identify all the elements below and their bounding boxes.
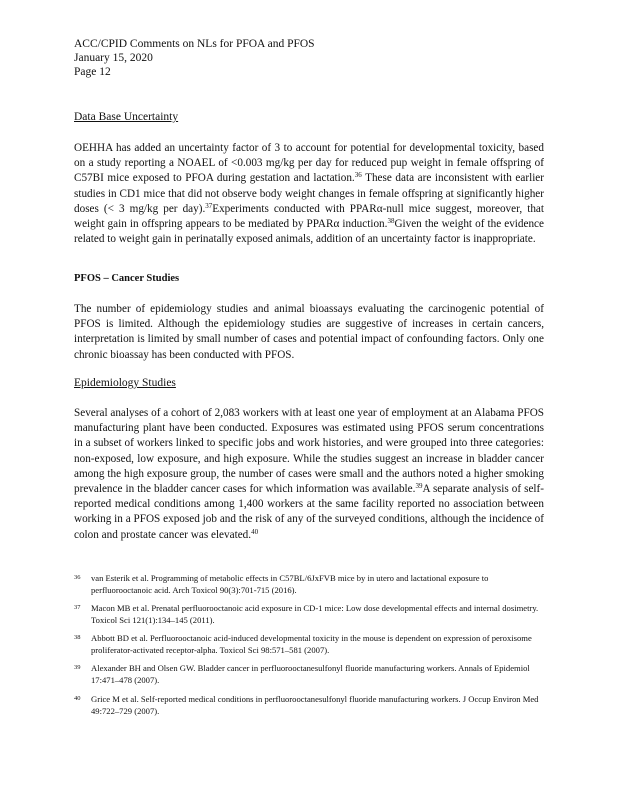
footnote-number: 36 bbox=[74, 574, 81, 581]
paragraph-text: OEHHA has added an uncertainty factor of 3 to account for potential for developmental toxicity, based on a study reporting a NOAEL of <0.003 mg/kg per day for reduced pup weight in female offspring of C57BI mice exposed to PFOA during gestation and lactation. bbox=[74, 142, 544, 185]
footnote-number: 39 bbox=[74, 664, 81, 671]
footnote-text: Abbott BD et al. Perfluorooctanoic acid-induced developmental toxicity in the mouse is dependent on expression of peroxisome proliferator-activated receptor-alpha. Toxicol Sci 98:571–581 (2007). bbox=[91, 633, 532, 655]
footnote-text: van Esterik et al. Programming of metabolic effects in C57BL/6JxFVB mice by in utero and lactational exposure to perfluorooctanoic acid. Arch Toxicol 90(3):701-715 (2016). bbox=[91, 573, 489, 595]
footnote-36 bbox=[74, 572, 544, 596]
footnote-text: Alexander BH and Olsen GW. Bladder cancer in perfluorooctanesulfonyl fluoride manufacturing workers. Annals of Epidemiol 17:471–478 (2007). bbox=[91, 663, 530, 685]
paragraph-text: A separate analysis of self-reported medical conditions among 1,400 workers at the same facility reported no association between working in a PFOS exposed job and the risk of any of the surveyed conditions, although the incidence of colon and prostate cancer was elevated. bbox=[74, 483, 544, 541]
footnote-text: Macon MB et al. Prenatal perfluorooctanoic acid exposure in CD-1 mice: Low dose developmental effects and internal dosimetry. Toxicol Sci 121(1):134–145 (2011). bbox=[91, 603, 539, 625]
header-date: January 15, 2020 bbox=[74, 52, 153, 64]
paragraph-text: Experiments conducted with PPARα-null mice suggest, moreover, that weight gain in offspring appears to be mediated by PPARα induction. bbox=[74, 202, 544, 231]
paragraph-data-base-uncertainty bbox=[74, 141, 544, 247]
footnote-ref: 40 bbox=[251, 527, 259, 536]
footnote-37 bbox=[74, 602, 544, 626]
paragraph-text: Several analyses of a cohort of 2,083 workers with at least one year of employment at an Alabama PFOS manufacturing plant have been conducted. Exposures was estimated using PFOS serum concentrations in a subset of workers linked to specific jobs and work histories, and were grouped into three categories: non-exposed, low exposure, and high exposure. While the studies suggest an increase in bladder cancer among the high exposure group, the number of cases were small and the authors noted a higher smoking prevalence in the bladder cancer cases for which information was available. bbox=[74, 407, 544, 496]
footnote-38 bbox=[74, 632, 544, 656]
footnote-ref: 39 bbox=[415, 482, 423, 491]
section-heading-data-base-uncertainty: Data Base Uncertainty bbox=[74, 111, 179, 123]
paragraph-pfos-cancer-studies: The number of epidemiology studies and animal bioassays evaluating the carcinogenic potential of PFOS is limited. Although the epidemiology studies are suggestive of increases in certain cancers, interpretation is limited by small number of cases and potential impact of confounding factors. Only one chronic bioassay has been conducted with PFOS. bbox=[74, 303, 544, 361]
paragraph-epidemiology-studies bbox=[74, 406, 544, 543]
footnote-39 bbox=[74, 662, 544, 686]
page-header bbox=[74, 37, 315, 79]
footnote-text: Grice M et al. Self-reported medical conditions in perfluorooctanesulfonyl fluoride manufacturing workers. J Occup Environ Med 49:722–729 (2007). bbox=[91, 694, 539, 716]
footnote-number: 37 bbox=[74, 604, 81, 611]
footnote-ref: 37 bbox=[205, 201, 213, 210]
section-heading-pfos-cancer-studies: PFOS – Cancer Studies bbox=[74, 273, 180, 284]
footnote-number: 38 bbox=[74, 634, 81, 641]
header-title: ACC/CPID Comments on NLs for PFOA and PFOS bbox=[74, 38, 315, 50]
footnote-40 bbox=[74, 693, 544, 717]
section-heading-epidemiology-studies: Epidemiology Studies bbox=[74, 377, 176, 389]
footnote-number: 40 bbox=[74, 695, 81, 702]
header-page-number: Page 12 bbox=[74, 66, 111, 78]
paragraph-text: These data are inconsistent with earlier studies in CD1 mice that did not observe body weight changes in female offspring at significantly higher doses (< 3 mg/kg per day). bbox=[74, 172, 544, 215]
paragraph-text: Given the weight of the evidence related to weight gain in perinatally exposed animals, addition of an uncertainty factor is inappropriate. bbox=[74, 218, 544, 246]
footnote-ref: 36 bbox=[354, 171, 362, 180]
footnote-ref: 38 bbox=[387, 217, 395, 226]
